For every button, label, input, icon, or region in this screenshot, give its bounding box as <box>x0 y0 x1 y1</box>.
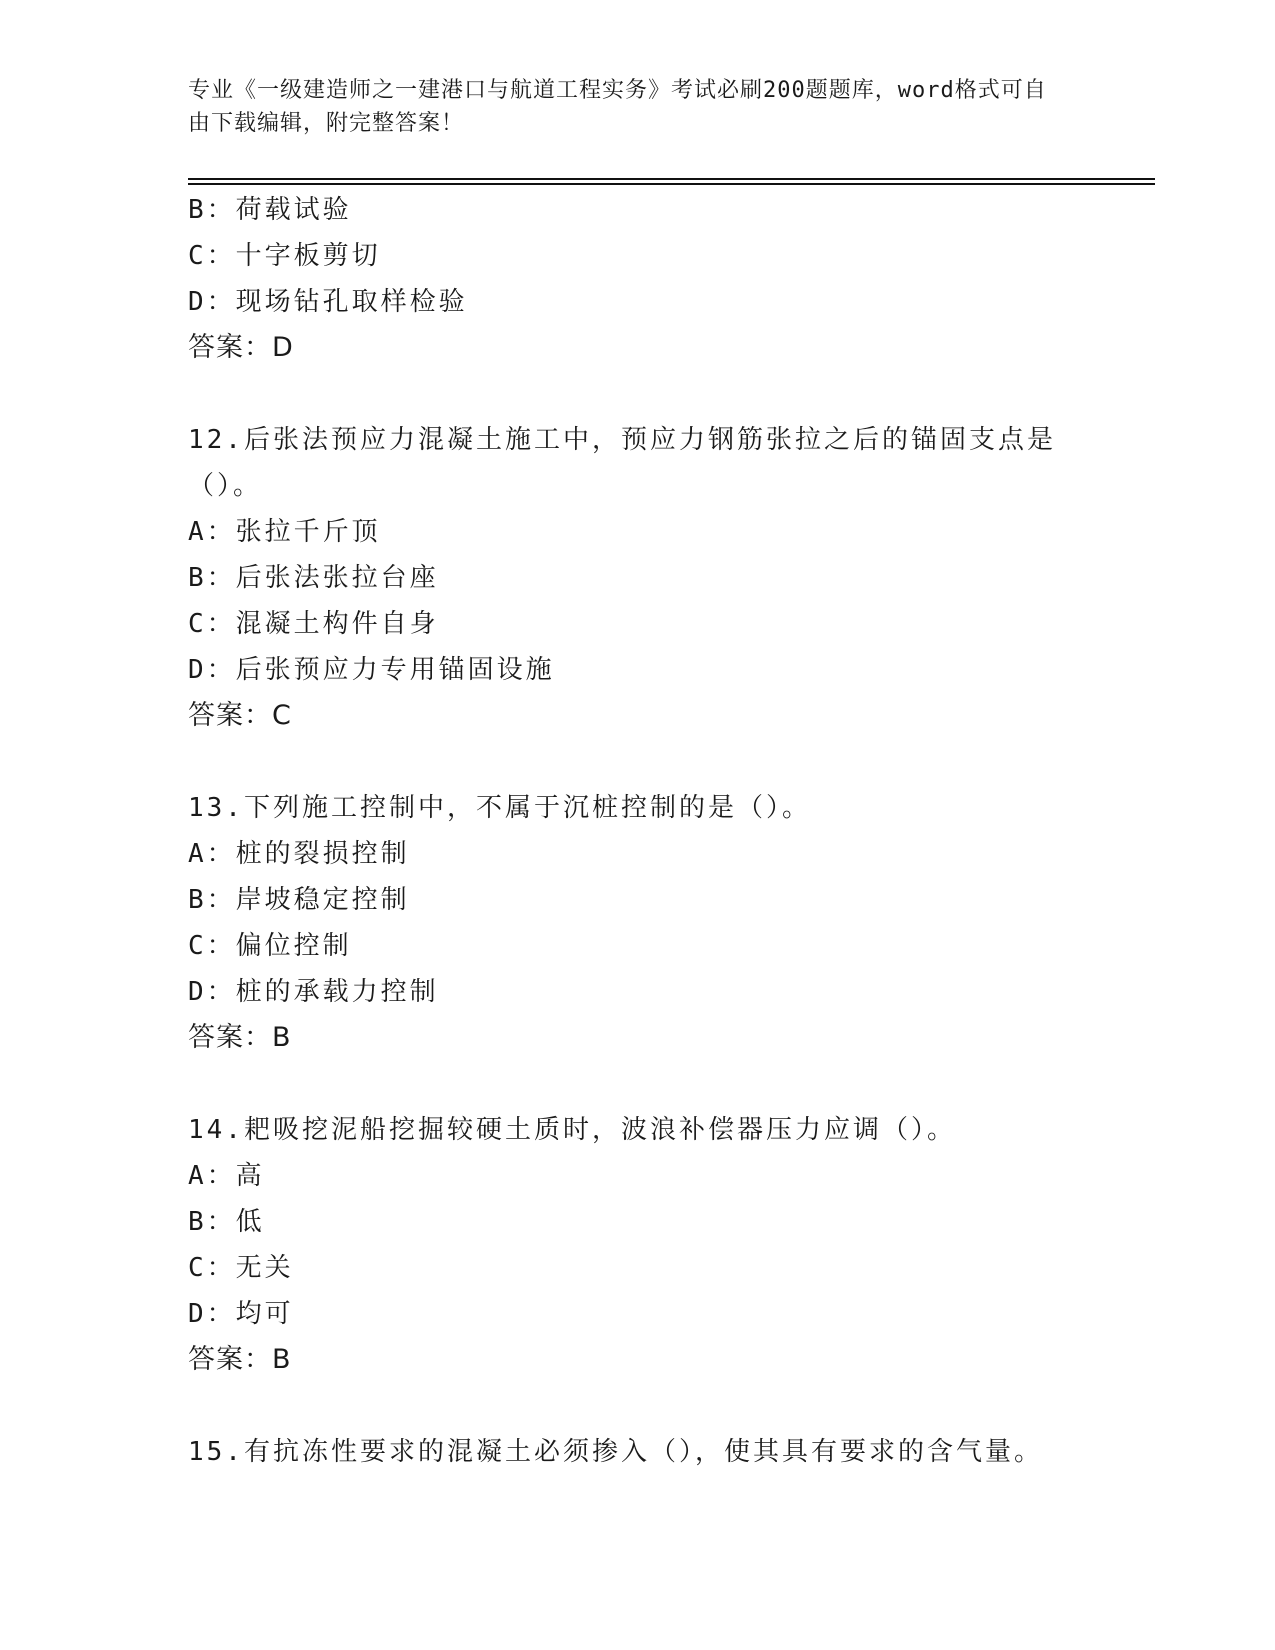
option-b: B：岸坡稳定控制 <box>188 885 410 915</box>
question-block-14 <box>188 1107 1088 1383</box>
question-block-13 <box>188 785 1088 1061</box>
header-rule-top <box>188 178 1155 180</box>
option-d: D：现场钻孔取样检验 <box>188 287 468 317</box>
answer-line: 答案：B <box>188 1344 292 1375</box>
option-b: B：后张法张拉台座 <box>188 563 439 593</box>
spacer <box>188 371 1088 417</box>
question-text: 13.下列施工控制中，不属于沉桩控制的是（）。 <box>188 793 811 823</box>
option-c: C：偏位控制 <box>188 931 352 961</box>
header-rule-bottom <box>188 183 1155 185</box>
option-b: B：荷载试验 <box>188 195 352 225</box>
question-text: 12.后张法预应力混凝土施工中，预应力钢筋张拉之后的锚固支点是（）。 <box>188 425 1056 501</box>
option-c: C：混凝土构件自身 <box>188 609 439 639</box>
option-a: A：张拉千斤顶 <box>188 517 381 547</box>
option-d: D：后张预应力专用锚固设施 <box>188 655 555 685</box>
document-body <box>188 187 1088 1475</box>
answer-line: 答案：C <box>188 700 292 731</box>
question-block-11-tail <box>188 187 1088 371</box>
option-b: B：低 <box>188 1207 265 1237</box>
option-a: A：高 <box>188 1161 265 1191</box>
option-d: D：均可 <box>188 1299 294 1329</box>
option-c: C：无关 <box>188 1253 294 1283</box>
question-text: 14.耙吸挖泥船挖掘较硬土质时，波浪补偿器压力应调（）。 <box>188 1115 956 1145</box>
question-block-15 <box>188 1429 1088 1475</box>
option-a: A：桩的裂损控制 <box>188 839 410 869</box>
question-block-12 <box>188 417 1088 739</box>
spacer <box>188 1061 1088 1107</box>
spacer <box>188 1383 1088 1429</box>
question-text: 15.有抗冻性要求的混凝土必须掺入（），使其具有要求的含气量。 <box>188 1437 1043 1467</box>
spacer <box>188 739 1088 785</box>
answer-line: 答案：D <box>188 332 294 363</box>
answer-line: 答案：B <box>188 1022 292 1053</box>
option-c: C：十字板剪切 <box>188 241 381 271</box>
document-header: 专业《一级建造师之一建港口与航道工程实务》考试必刷200题题库，word格式可自由下载编辑，附完整答案！ <box>188 78 1047 136</box>
option-d: D：桩的承载力控制 <box>188 977 439 1007</box>
